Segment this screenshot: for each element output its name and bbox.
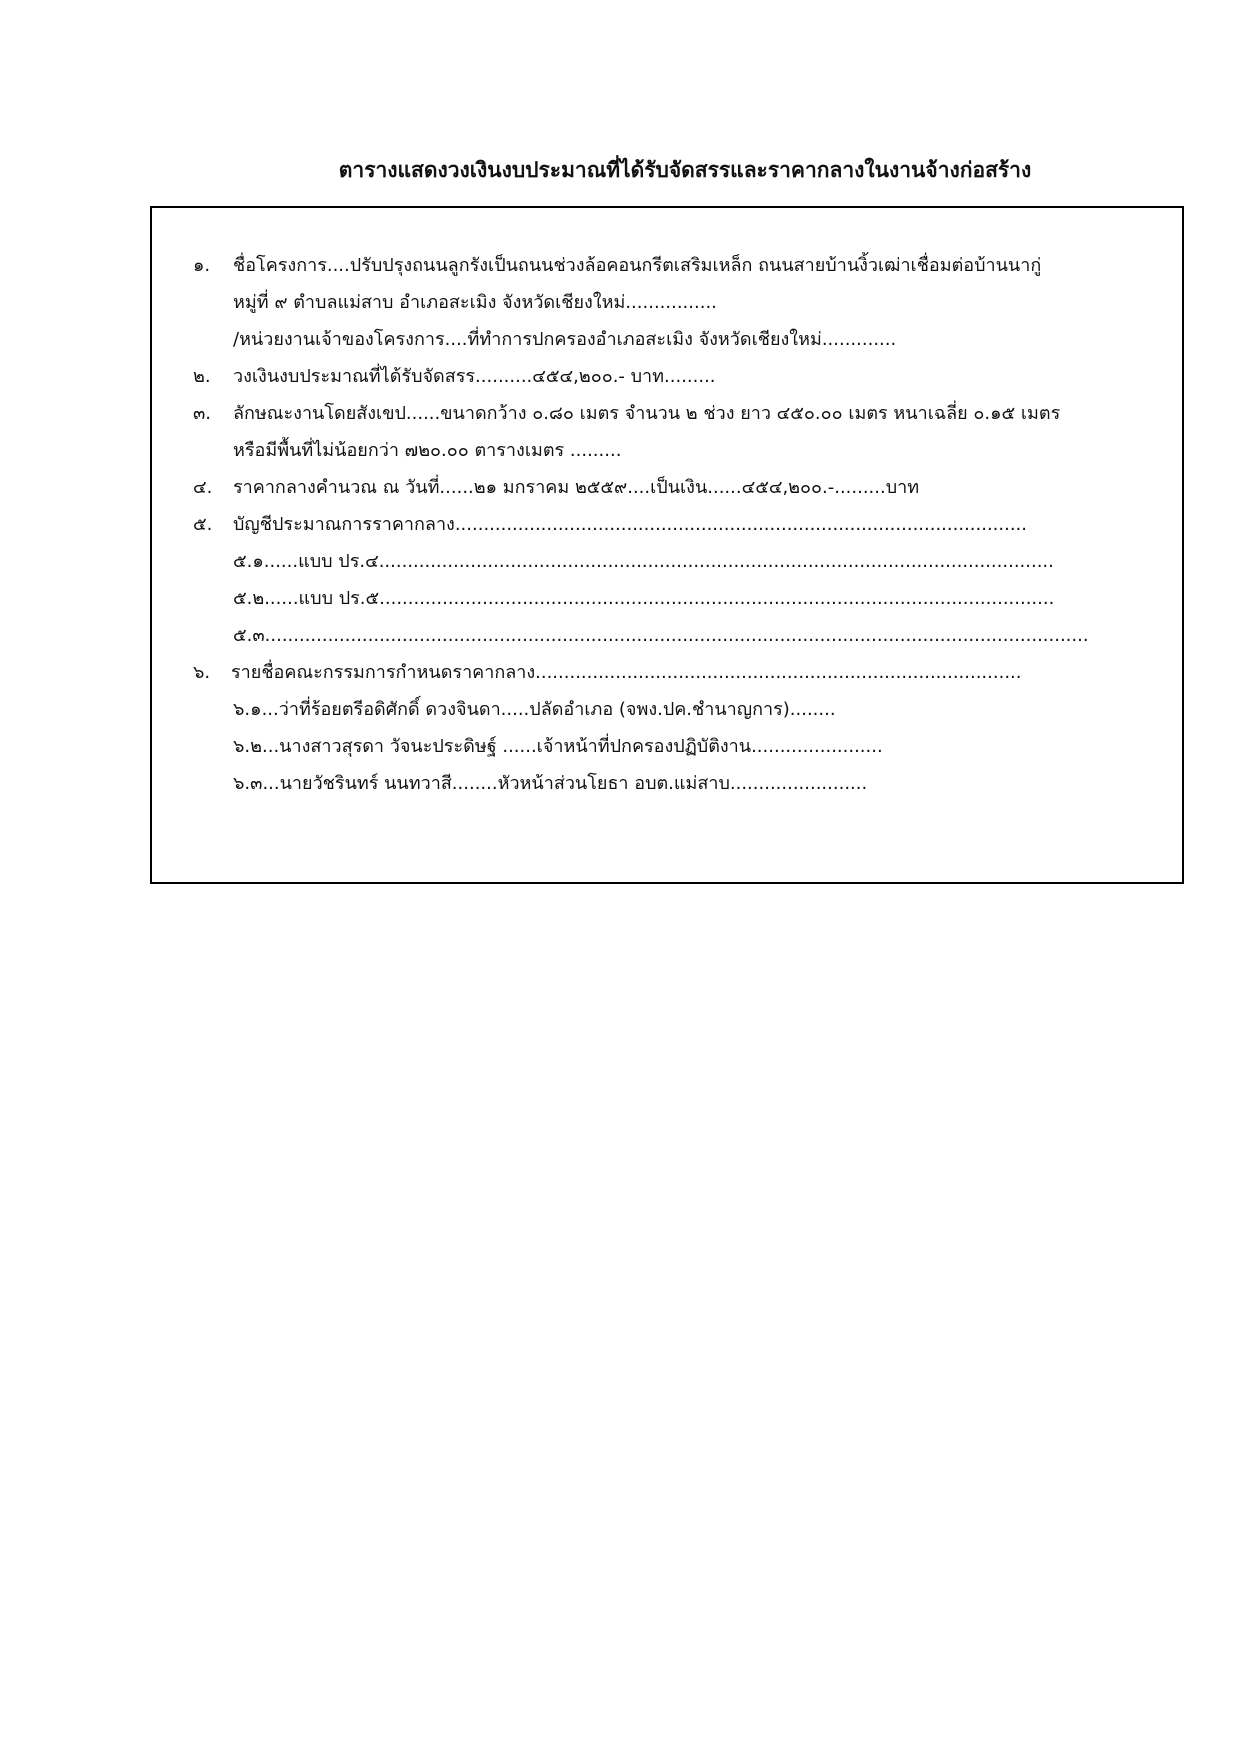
median-price: ราคากลางคำนวณ ณ วันที่......๒๑ มกราคม ๒๕๕๙....เป็นเงิน......๔๕๔,๒๐๐.-.........บาท [233, 477, 920, 498]
budget-allocated: วงเงินงบประมาณที่ได้รับจัดสรร..........๔๕๔,๒๐๐.- บาท......... [233, 366, 716, 387]
price-estimate-list: บัญชีประมาณการราคากลาง.................................................................................................... [233, 514, 1028, 535]
document-title: ตารางแสดงวงเงินงบประมาณที่ได้รับจัดสรรและราคากลางในงานจ้างก่อสร้าง [338, 158, 1032, 182]
item-2 [193, 362, 716, 392]
item-number: ๕. [193, 514, 213, 535]
work-description: ลักษณะงานโดยสังเขป......ขนาดกว้าง ๐.๘๐ เมตร จำนวน ๒ ช่วง ยาว ๔๕๐.๐๐ เมตร หนาเฉลี่ย ๐.๑๕ เมตร [233, 403, 1061, 424]
project-name: ชื่อโครงการ....ปรับปรุงถนนลูกรังเป็นถนนช่วงล้อคอนกรีตเสริมเหล็ก ถนนสายบ้านงิ้วเฒ่าเชื่อมต่อบ้านนากู่ [233, 255, 1042, 276]
committee-member-3: ๖.๓...นายวัชรินทร์ นนทวาสี........หัวหน้าส่วนโยธา อบต.แม่สาบ........................ [233, 773, 868, 794]
item-number: ๓. [193, 403, 212, 424]
project-owner: /หน่วยงานเจ้าของโครงการ....ที่ทำการปกครองอำเภอสะเมิง จังหวัดเชียงใหม่............. [233, 329, 897, 350]
item-4 [193, 473, 919, 503]
item-number: ๔. [193, 477, 213, 498]
work-area: หรือมีพื้นที่ไม่น้อยกว่า ๗๒๐.๐๐ ตารางเมตร ......... [233, 440, 622, 461]
sub-item-5-2: ๕.๒......แบบ ปร.๕...................................................................................................................... [233, 588, 1055, 609]
item-6 [193, 658, 1022, 688]
item-number: ๒. [193, 366, 211, 387]
item-number: ๖. [193, 662, 211, 683]
sub-item-5-3: ๕.๓................................................................................................................................................ [233, 625, 1089, 646]
project-location: หมู่ที่ ๙ ตำบลแม่สาบ อำเภอสะเมิง จังหวัดเชียงใหม่................ [233, 292, 717, 313]
committee-list: รายชื่อคณะกรรมการกำหนดราคากลาง..................................................................................... [231, 662, 1022, 683]
item-1 [193, 251, 1041, 281]
committee-member-2: ๖.๒...นางสาวสุรดา วัจนะประดิษฐ์ ......เจ้าหน้าที่ปกครองปฏิบัติงาน....................... [233, 736, 883, 757]
sub-item-5-1: ๕.๑......แบบ ปร.๔...................................................................................................................... [233, 551, 1054, 572]
committee-member-1: ๖.๑...ว่าที่ร้อยตรีอดิศักดิ์ ดวงจินดา.....ปลัดอำเภอ (จพง.ปค.ชำนาญการ)........ [233, 699, 836, 720]
item-5 [193, 510, 1027, 540]
item-number: ๑. [193, 255, 211, 276]
item-3 [193, 399, 1060, 429]
